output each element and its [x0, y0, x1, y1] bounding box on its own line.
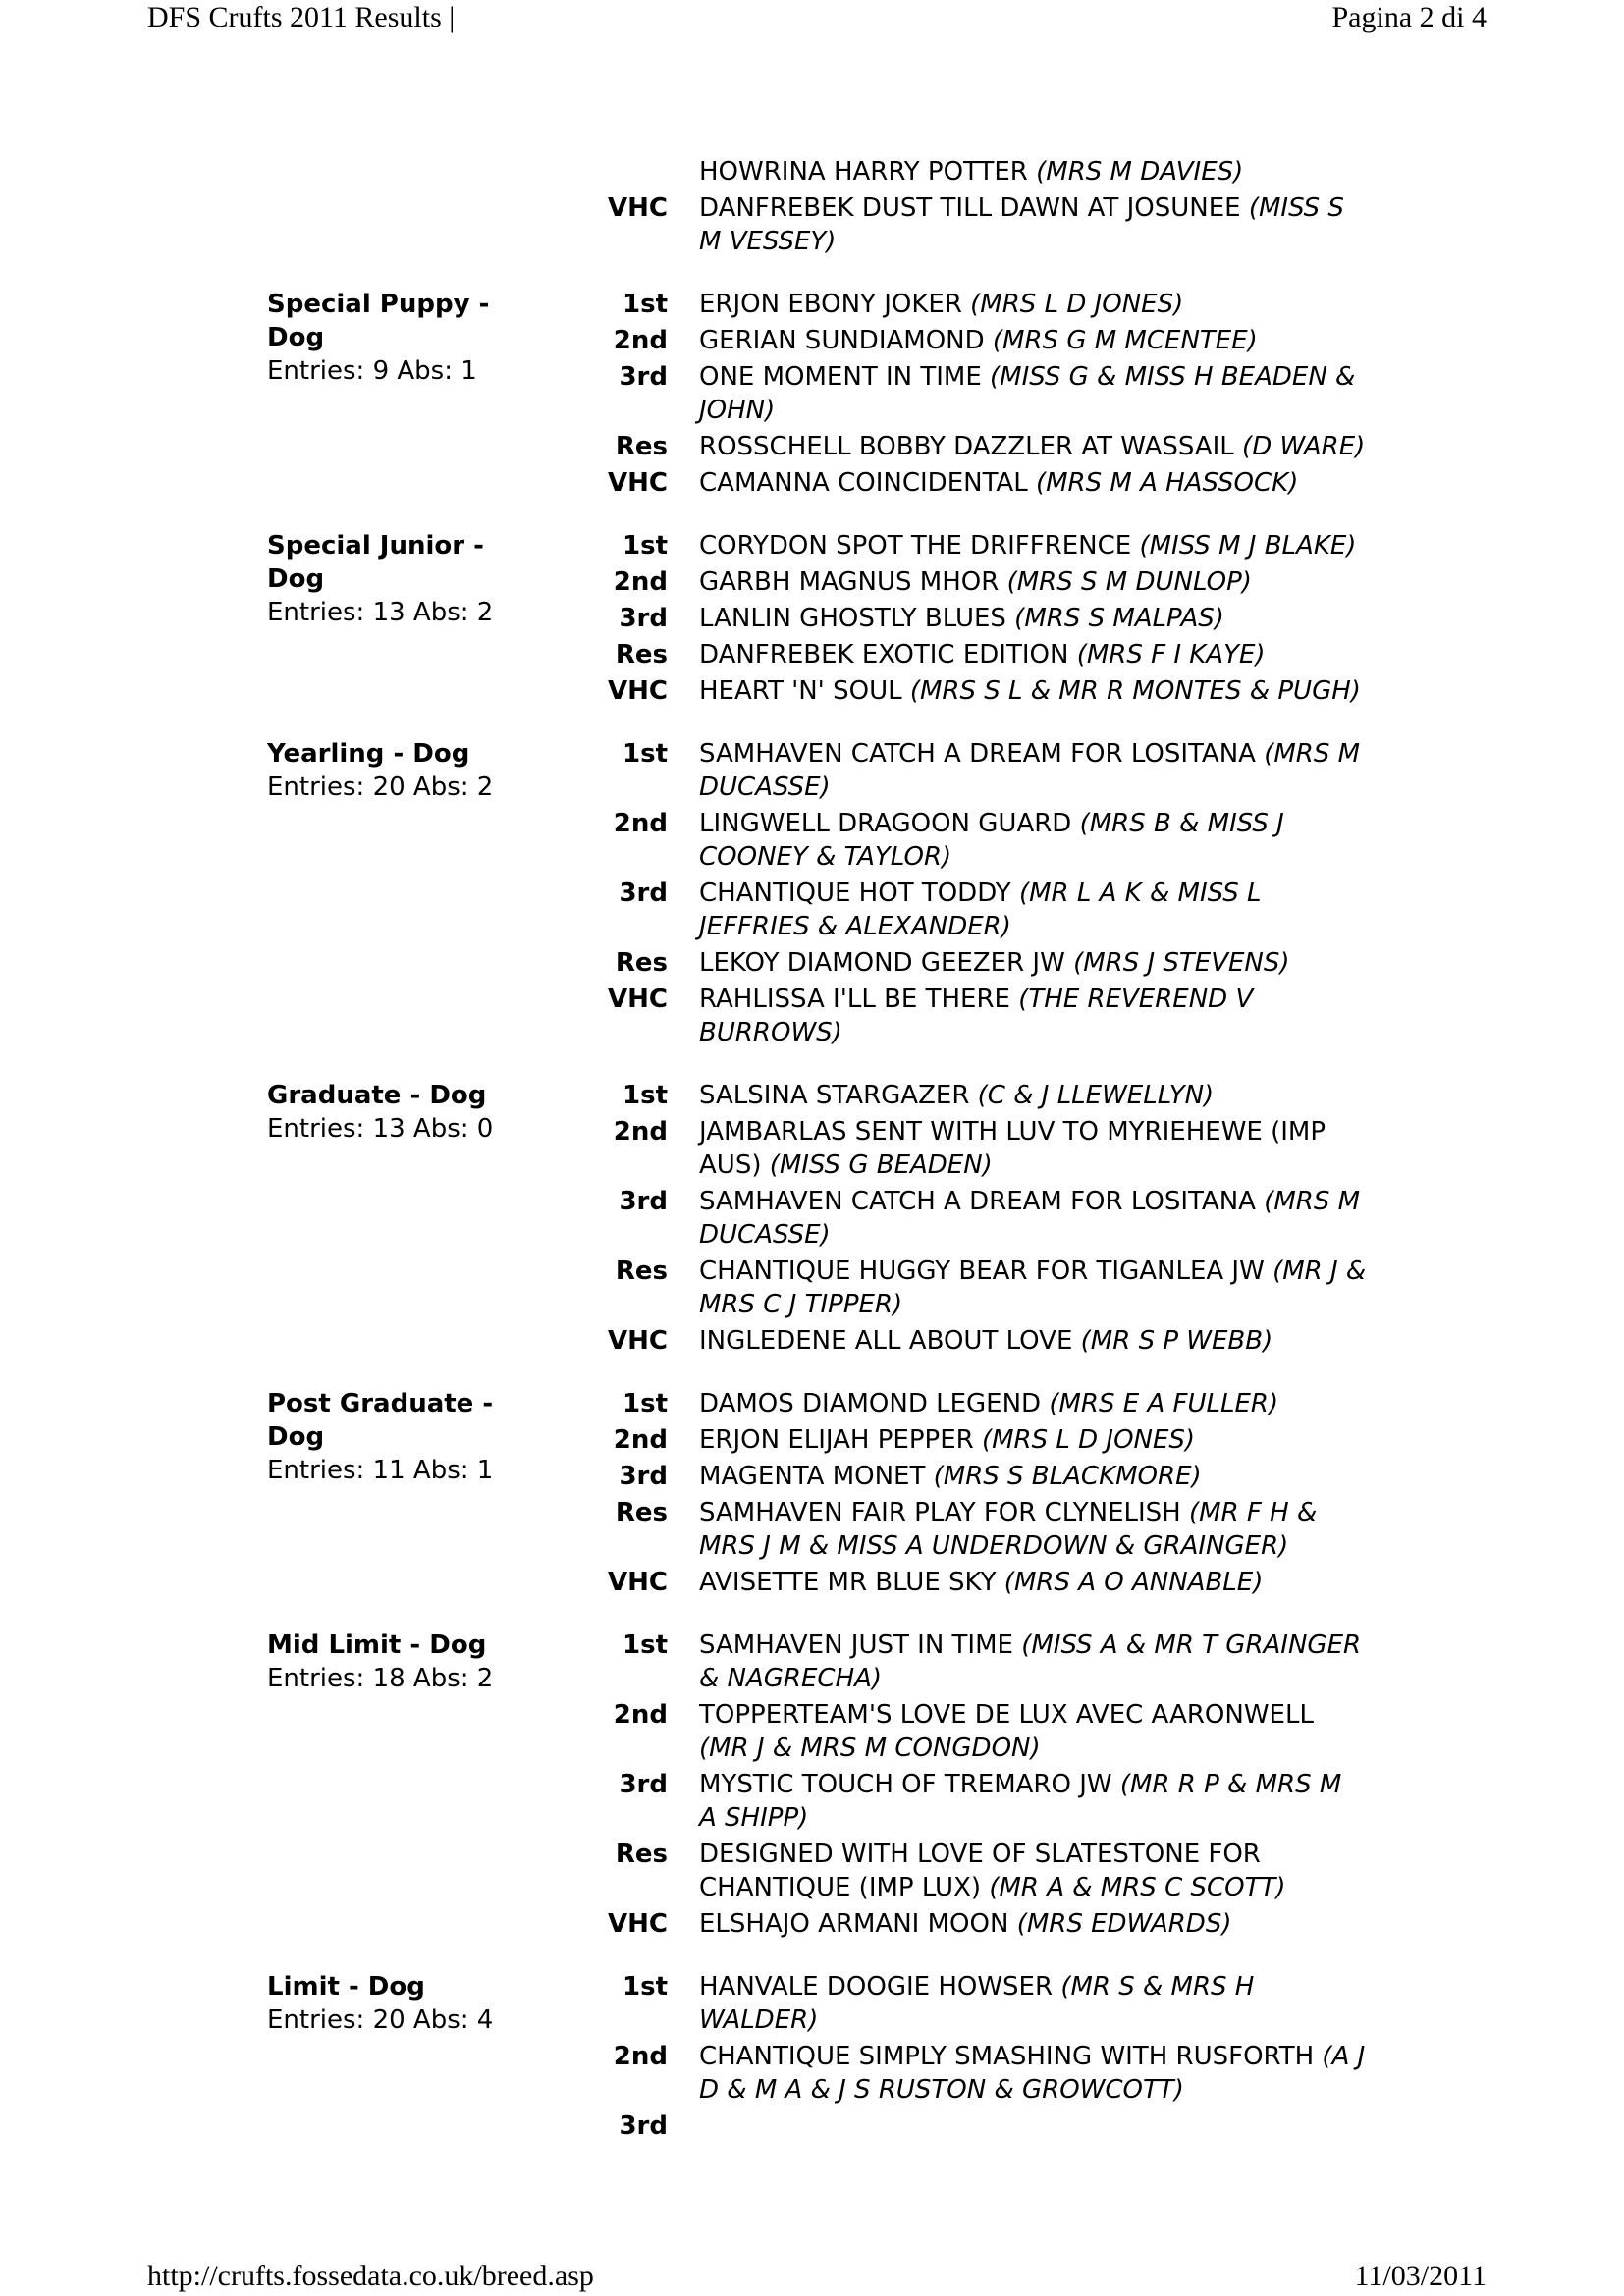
result-text [699, 1566, 1367, 1599]
owner-name: (MRS M A HASSOCK) [1035, 468, 1299, 498]
dog-name: DANFREBEK EXOTIC EDITION [699, 640, 1069, 669]
result-row [0, 638, 1624, 671]
result-row [0, 1255, 1624, 1321]
owner-name: (MRS S MALPAS) [1014, 604, 1224, 633]
owner-name: (MR J & MRS C J TIPPER) [699, 1256, 1367, 1319]
result-text [699, 1115, 1367, 1182]
result-row [0, 1838, 1624, 1904]
result-text [699, 1255, 1367, 1321]
dog-name: DANFREBEK DUST TILL DAWN AT JOSUNEE [699, 193, 1241, 223]
class-block [0, 288, 1624, 500]
owner-name: (MRS G M MCENTEE) [992, 326, 1258, 355]
owner-name: (MISS S M VESSEY) [699, 193, 1344, 256]
result-row [0, 430, 1624, 463]
placing: 3rd [619, 1462, 668, 1491]
dog-name: LANLIN GHOSTLY BLUES [699, 604, 1006, 633]
owner-name: (D WARE) [1242, 432, 1366, 461]
result-row [0, 360, 1624, 427]
placing: Res [615, 1840, 668, 1869]
result-text [699, 1970, 1367, 2037]
class-block [0, 1629, 1624, 1941]
result-text [699, 1907, 1367, 1941]
result-text [699, 602, 1367, 635]
placing: 1st [623, 1972, 668, 2002]
class-block [0, 1387, 1624, 1599]
dog-name: SALSINA STARGAZER [699, 1081, 970, 1110]
result-row [0, 946, 1624, 980]
result-row [0, 466, 1624, 500]
owner-name: (MR R P & MRS M A SHIPP) [699, 1770, 1342, 1833]
owner-name: (MISS M J BLAKE) [1139, 531, 1357, 561]
dog-name: HEART 'N' SOUL [699, 676, 902, 706]
class-name: Mid Limit - Dog [267, 1630, 487, 1660]
class-entries: Entries: 20 Abs: 2 [267, 773, 494, 802]
class-entries: Entries: 13 Abs: 0 [267, 1114, 494, 1144]
placing: 1st [623, 739, 668, 769]
class-name: Special Puppy - Dog [267, 290, 490, 352]
result-row [0, 2040, 1624, 2107]
result-text [699, 191, 1367, 258]
owner-name: (MR S & MRS H WALDER) [699, 1972, 1255, 2035]
dog-name: AVISETTE MR BLUE SKY [699, 1568, 997, 1597]
placing: 3rd [619, 879, 668, 908]
class-name: Graduate - Dog [267, 1081, 487, 1110]
owner-name: (MRS M DUCASSE) [699, 739, 1361, 802]
class-entries: Entries: 20 Abs: 4 [267, 2005, 494, 2035]
owner-name: (THE REVEREND V BURROWS) [699, 985, 1254, 1047]
owner-name: (MR S P WEBB) [1080, 1326, 1273, 1356]
class-name: Yearling - Dog [267, 739, 470, 769]
class-name: Special Junior - Dog [267, 531, 484, 594]
footer-url: http://crufts.fossedata.co.uk/breed.asp [147, 2260, 594, 2292]
result-row [0, 324, 1624, 357]
dog-name: CHANTIQUE SIMPLY SMASHING WITH RUSFORTH [699, 2042, 1315, 2071]
result-row [0, 288, 1624, 321]
result-text [699, 155, 1367, 188]
result-text [699, 324, 1367, 357]
owner-name: (MRS M DUCASSE) [699, 1187, 1361, 1250]
result-row [0, 191, 1624, 258]
result-text [699, 674, 1367, 708]
result-text [699, 983, 1367, 1049]
placing: 3rd [619, 1187, 668, 1216]
page-header-title: DFS Crufts 2011 Results | [147, 1, 456, 33]
result-text [699, 1079, 1367, 1112]
result-text [699, 1838, 1367, 1904]
result-text [699, 1387, 1367, 1420]
dog-name: SAMHAVEN FAIR PLAY FOR CLYNELISH [699, 1498, 1181, 1527]
result-row [0, 1115, 1624, 1182]
result-text [699, 1185, 1367, 1252]
owner-name: (MISS G BEADEN) [769, 1150, 993, 1180]
dog-name: TOPPERTEAM'S LOVE DE LUX AVEC AARONWELL [699, 1700, 1314, 1730]
result-text [699, 288, 1367, 321]
results-list [0, 155, 1624, 2141]
result-text [699, 529, 1367, 562]
placing: Res [615, 1256, 668, 1286]
owner-name: (C & J LLEWELLYN) [977, 1081, 1215, 1110]
placing: VHC [608, 985, 668, 1014]
owner-name: (MRS S L & MR R MONTES & PUGH) [909, 676, 1361, 706]
dog-name: DAMOS DIAMOND LEGEND [699, 1389, 1042, 1418]
footer-date: 11/03/2011 [1354, 2260, 1487, 2292]
dog-name: LEKOY DIAMOND GEEZER JW [699, 948, 1065, 978]
placing: 1st [623, 1389, 668, 1418]
dog-name: CHANTIQUE HOT TODDY [699, 879, 1011, 908]
result-row [0, 1423, 1624, 1457]
result-text [699, 1324, 1367, 1358]
dog-name: HANVALE DOOGIE HOWSER [699, 1972, 1054, 2002]
placing: 3rd [619, 362, 668, 392]
class-entries: Entries: 11 Abs: 1 [267, 1456, 494, 1485]
placing: 2nd [613, 809, 668, 838]
result-row [0, 807, 1624, 874]
placing: 1st [623, 1081, 668, 1110]
placing: 2nd [613, 2042, 668, 2071]
class-entries: Entries: 18 Abs: 2 [267, 1664, 494, 1693]
result-row [0, 877, 1624, 943]
result-row [0, 1460, 1624, 1493]
placing: 1st [623, 531, 668, 561]
class-block [0, 1079, 1624, 1358]
placing: 2nd [613, 1117, 668, 1147]
owner-name: (MRS E A FULLER) [1049, 1389, 1279, 1418]
dog-name: SAMHAVEN JUST IN TIME [699, 1630, 1013, 1660]
dog-name: SAMHAVEN CATCH A DREAM FOR LOSITANA [699, 739, 1256, 769]
owner-name: (A J D & M A & J S RUSTON & GROWCOTT) [699, 2042, 1366, 2105]
result-row [0, 529, 1624, 562]
owner-name: (MRS S M DUNLOP) [1006, 567, 1252, 597]
class-entries: Entries: 13 Abs: 2 [267, 598, 494, 627]
result-row [0, 1079, 1624, 1112]
placing: VHC [608, 193, 668, 223]
class-block [0, 737, 1624, 1049]
dog-name: ERJON EBONY JOKER [699, 290, 962, 319]
result-text [699, 1496, 1367, 1563]
placing: 1st [623, 1630, 668, 1660]
dog-name: ROSSCHELL BOBBY DAZZLER AT WASSAIL [699, 432, 1234, 461]
placing: 3rd [619, 2111, 668, 2141]
class-name: Post Graduate - Dog [267, 1389, 494, 1452]
class-block [0, 529, 1624, 708]
placing: 2nd [613, 567, 668, 597]
owner-name: (MRS M DAVIES) [1036, 157, 1244, 187]
result-row [0, 1387, 1624, 1420]
result-text [699, 1423, 1367, 1457]
result-row [0, 1496, 1624, 1563]
owner-name: (MR F H & MRS J M & MISS A UNDERDOWN & GRAINGER) [699, 1498, 1318, 1561]
page-number: Pagina 2 di 4 [1331, 1, 1487, 33]
owner-name: (MRS A O ANNABLE) [1003, 1568, 1264, 1597]
placing: 3rd [619, 604, 668, 633]
placing: VHC [608, 1568, 668, 1597]
owner-name: (MRS S BLACKMORE) [933, 1462, 1202, 1491]
result-row [0, 1629, 1624, 1695]
owner-name: (MR J & MRS M CONGDON) [699, 1734, 1041, 1763]
owner-name: (MRS F I KAYE) [1076, 640, 1266, 669]
result-row [0, 1185, 1624, 1252]
placing: Res [615, 1498, 668, 1527]
result-row [0, 1970, 1624, 2037]
placing: Res [615, 948, 668, 978]
dog-name: CHANTIQUE HUGGY BEAR FOR TIGANLEA JW [699, 1256, 1265, 1286]
dog-name: GERIAN SUNDIAMOND [699, 326, 985, 355]
result-row [0, 1768, 1624, 1835]
dog-name: RAHLISSA I'LL BE THERE [699, 985, 1010, 1014]
result-row [0, 602, 1624, 635]
class-entries: Entries: 9 Abs: 1 [267, 356, 477, 386]
result-text [699, 638, 1367, 671]
dog-name: CORYDON SPOT THE DRIFFRENCE [699, 531, 1132, 561]
placing: VHC [608, 1909, 668, 1939]
dog-name: LINGWELL DRAGOON GUARD [699, 809, 1072, 838]
placing: VHC [608, 676, 668, 706]
result-text [699, 360, 1367, 427]
placing: Res [615, 432, 668, 461]
owner-name: (MR A & MRS C SCOTT) [989, 1873, 1286, 1902]
placing: 1st [623, 290, 668, 319]
owner-name: (MRS B & MISS J COONEY & TAYLOR) [699, 809, 1284, 872]
class-name: Limit - Dog [267, 1972, 425, 2002]
placing: 2nd [613, 1425, 668, 1455]
result-row [0, 674, 1624, 708]
result-row [0, 983, 1624, 1049]
result-row [0, 565, 1624, 599]
result-row [0, 1907, 1624, 1941]
dog-name: ELSHAJO ARMANI MOON [699, 1909, 1009, 1939]
dog-name: GARBH MAGNUS MHOR [699, 567, 1000, 597]
owner-name: (MR L A K & MISS L JEFFRIES & ALEXANDER) [699, 879, 1262, 941]
result-text [699, 737, 1367, 804]
dog-name: MAGENTA MONET [699, 1462, 926, 1491]
placing: VHC [608, 1326, 668, 1356]
dog-name: MYSTIC TOUCH OF TREMARO JW [699, 1770, 1112, 1799]
result-row [0, 737, 1624, 804]
owner-name: (MRS J STEVENS) [1073, 948, 1290, 978]
owner-name: (MISS G & MISS H BEADEN & JOHN) [699, 362, 1356, 425]
dog-name: HOWRINA HARRY POTTER [699, 157, 1028, 187]
result-text [699, 430, 1367, 463]
placing: Res [615, 640, 668, 669]
result-row [0, 155, 1624, 188]
class-block [0, 1970, 1624, 2141]
result-text [699, 877, 1367, 943]
result-row [0, 1698, 1624, 1765]
placing: 3rd [619, 1770, 668, 1799]
dog-name: SAMHAVEN CATCH A DREAM FOR LOSITANA [699, 1187, 1256, 1216]
result-text [699, 2040, 1367, 2107]
dog-name: ERJON ELIJAH PEPPER [699, 1425, 974, 1455]
result-text [699, 1698, 1367, 1765]
dog-name: DESIGNED WITH LOVE OF SLATESTONE FOR CHANTIQUE (IMP LUX) [699, 1840, 1261, 1902]
dog-name: INGLEDENE ALL ABOUT LOVE [699, 1326, 1073, 1356]
placing: 2nd [613, 1700, 668, 1730]
owner-name: (MRS L D JONES) [970, 290, 1184, 319]
owner-name: (MRS L D JONES) [981, 1425, 1196, 1455]
owner-name: (MRS EDWARDS) [1016, 1909, 1232, 1939]
placing: 2nd [613, 326, 668, 355]
result-text [699, 565, 1367, 599]
result-text [699, 946, 1367, 980]
placing: VHC [608, 468, 668, 498]
result-text [699, 466, 1367, 500]
result-row [0, 1566, 1624, 1599]
owner-name: (MISS A & MR T GRAINGER & NAGRECHA) [699, 1630, 1362, 1693]
result-text [699, 1629, 1367, 1695]
result-text [699, 807, 1367, 874]
result-text [699, 1460, 1367, 1493]
dog-name: CAMANNA COINCIDENTAL [699, 468, 1028, 498]
dog-name: JAMBARLAS SENT WITH LUV TO MYRIEHEWE (IMP AUS) [699, 1117, 1326, 1180]
result-text [699, 1768, 1367, 1835]
result-row [0, 1324, 1624, 1358]
class-block [0, 155, 1624, 258]
dog-name: ONE MOMENT IN TIME [699, 362, 982, 392]
